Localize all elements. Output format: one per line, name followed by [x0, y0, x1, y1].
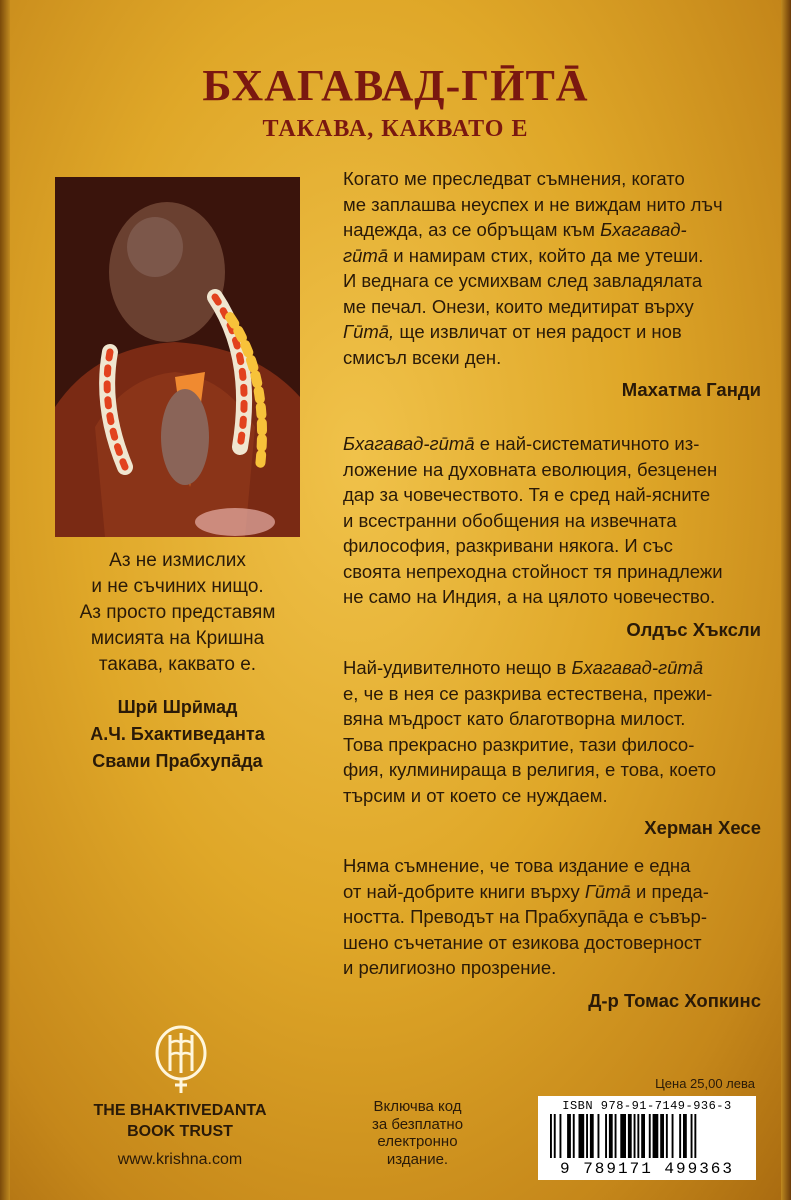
- publisher-name-line: BOOK TRUST: [127, 1123, 233, 1140]
- book-title: БХАГАВАД-ГӢТĀ: [202, 61, 589, 110]
- barcode-bar: [598, 1114, 600, 1158]
- barcode-bar: [615, 1114, 617, 1158]
- quote-line: [343, 879, 761, 905]
- quote-line: [343, 345, 761, 371]
- barcode-bar: [579, 1114, 585, 1158]
- barcode-bar: [672, 1114, 674, 1158]
- quote-text: своята непреходна стойност тя принадлежи: [343, 560, 723, 582]
- quote-line: [343, 508, 761, 534]
- quote-line: [343, 533, 761, 559]
- quote-line: [343, 243, 761, 269]
- quote-line: [343, 930, 761, 956]
- quote-text: не само на Индия, а на цялото човечество.: [343, 586, 716, 607]
- barcode-bar: [554, 1114, 556, 1158]
- quote-line: [343, 681, 761, 707]
- ebook-note: [345, 1098, 490, 1168]
- quote-line: [343, 482, 761, 508]
- barcode-bar: [586, 1114, 588, 1158]
- publisher-name: [75, 1100, 285, 1142]
- quote-line: [343, 319, 761, 345]
- quote-text: ме заплашва неуспех и не виждам нито лъч: [343, 193, 723, 215]
- publisher-website: www.krishna.com: [117, 1151, 243, 1168]
- quote-line: [343, 783, 761, 809]
- quote-text: и преда-: [630, 880, 709, 902]
- quote-text: и всестранни обобщения на извечната: [343, 509, 677, 531]
- barcode-bar: [628, 1114, 632, 1158]
- ebook-note-line: електронно: [377, 1133, 458, 1150]
- testimonial-gandhi: [343, 166, 761, 403]
- quote-author: Олдъс Хъксли: [626, 618, 761, 640]
- quote-italic-text: Бхагавад-гӣтā: [343, 433, 475, 454]
- quote-author: Д-р Томас Хопкинс: [588, 989, 761, 1011]
- barcode-bar: [660, 1114, 664, 1158]
- left-quote-line: мисията на Кришна: [90, 628, 265, 649]
- left-quote-line: такава, каквато е.: [98, 654, 257, 675]
- quote-text: шено съчетание от езикова достоверност: [343, 931, 702, 953]
- book-subtitle: ТАКАВА, КАКВАТО Е: [262, 116, 529, 142]
- quote-italic-text: гӣтā: [343, 244, 389, 266]
- barcode-bar: [634, 1114, 636, 1158]
- author-name-line: Шрӣ Шрӣмад: [117, 697, 238, 717]
- barcode-bar: [573, 1114, 575, 1158]
- barcode-bar: [679, 1114, 681, 1158]
- quote-italic-text: Гӣтā: [584, 880, 631, 902]
- quote-line: [343, 268, 761, 294]
- quote-text: ме печал. Онези, които медитират върху: [343, 295, 694, 317]
- quote-line: [343, 217, 761, 243]
- quote-text: И веднага се усмихвам след завладялата: [343, 270, 703, 291]
- quote-author: Херман Хесе: [644, 817, 761, 838]
- quote-text: Когато ме преследват съмнения, когато: [343, 168, 685, 189]
- quote-text: ще извличат от нея радост и нов: [394, 321, 682, 342]
- quote-text: търсим и от което се нуждаем.: [343, 784, 608, 806]
- testimonial-huxley: [343, 431, 761, 642]
- barcode-bar: [620, 1114, 626, 1158]
- quote-line: [343, 559, 761, 585]
- barcode-bar: [590, 1114, 594, 1158]
- quote-text: надежда, аз се обръщам към: [343, 219, 601, 240]
- barcode-bar: [637, 1114, 639, 1158]
- quote-text: е, че в нея се разкрива естествена, прежи-: [343, 682, 713, 704]
- quote-text: и намирам стих, който да ме утеши.: [388, 244, 704, 266]
- quote-line: [343, 431, 761, 457]
- testimonial-hesse: [343, 655, 761, 841]
- author-name-line: А.Ч. Бхактиведанта: [90, 724, 265, 744]
- cover-left-edge: [0, 0, 10, 1200]
- quote-text: смисъл всеки ден.: [343, 346, 502, 368]
- left-quote-author: [40, 694, 315, 775]
- quote-italic-text: Бхагавад-: [600, 219, 687, 240]
- ebook-note-line: издание.: [386, 1150, 449, 1168]
- barcode: [538, 1096, 756, 1180]
- quote-line: [343, 732, 761, 758]
- barcode-bar: [649, 1114, 651, 1158]
- barcode-bar: [550, 1114, 552, 1158]
- quote-line: [343, 757, 761, 783]
- quote-text: дар за човечеството. Тя е сред най-ясните: [343, 484, 711, 505]
- bbt-logo: [150, 1025, 212, 1095]
- author-name-line: Свами Прабхупāда: [92, 751, 263, 771]
- left-quote-line: и не съчиних нищо.: [91, 576, 264, 597]
- quote-text: от най-добрите книги върху: [343, 880, 585, 902]
- author-photo: [55, 177, 300, 537]
- barcode-bar: [605, 1114, 607, 1158]
- quote-line: [343, 457, 761, 483]
- barcode-bar: [641, 1114, 645, 1158]
- left-quote-line: Аз не измислих: [109, 550, 246, 571]
- testimonial-hopkins: [343, 853, 761, 1013]
- barcode-bar: [567, 1114, 571, 1158]
- barcode-bar: [694, 1114, 696, 1158]
- quote-italic-text: Бхагавад-гӣтā: [571, 657, 704, 678]
- quote-line: [343, 955, 761, 981]
- quote-text: е най-систематичното из-: [474, 433, 700, 454]
- quote-text: Най-удивителното нещо в: [343, 657, 572, 678]
- ebook-note-line: за безплатно: [371, 1115, 464, 1133]
- price-label: Цена 25,00 лева: [655, 1076, 755, 1091]
- quote-text: вяна мъдрост като благотворна милост.: [343, 708, 686, 729]
- quote-line: [343, 706, 761, 732]
- quote-text: Няма съмнение, че това издание е една: [343, 855, 691, 876]
- quote-text: и религиозно прозрение.: [343, 957, 557, 978]
- barcode-number: 9 789171 499363: [559, 1160, 735, 1178]
- quote-line: [343, 166, 761, 192]
- barcode-bar: [653, 1114, 659, 1158]
- quote-line: [343, 192, 761, 218]
- quote-line: [343, 904, 761, 930]
- quote-line: [343, 655, 761, 681]
- quote-text: ложение на духовната еволюция, безценен: [343, 458, 718, 480]
- left-quote: [40, 548, 315, 678]
- quote-line: [343, 853, 761, 879]
- ebook-note-line: Включва код: [373, 1098, 462, 1115]
- barcode-bar: [609, 1114, 613, 1158]
- barcode-bar: [666, 1114, 668, 1158]
- barcode-bars: [548, 1114, 746, 1158]
- cover-right-edge: [781, 0, 791, 1200]
- publisher-name-line: THE BHAKTIVEDANTA: [93, 1102, 267, 1119]
- barcode-bar: [683, 1114, 687, 1158]
- quote-line: [343, 294, 761, 320]
- barcode-bar: [560, 1114, 562, 1158]
- quote-text: Това прекрасно разкритие, тази филосо-: [343, 733, 695, 755]
- left-quote-line: Аз просто представям: [79, 602, 276, 623]
- barcode-bar: [691, 1114, 693, 1158]
- quote-italic-text: Гӣтā,: [343, 321, 395, 342]
- quote-text: ността. Преводът на Прабхупāда е съвър-: [343, 906, 708, 927]
- isbn-label: ISBN 978-91-7149-936-3: [562, 1099, 732, 1113]
- quote-author: Махатма Ганди: [621, 379, 761, 400]
- quote-text: философия, разкривани някога. И със: [343, 535, 673, 556]
- quote-line: [343, 584, 761, 610]
- quote-text: фия, кулминираща в религия, е това, което: [343, 759, 717, 780]
